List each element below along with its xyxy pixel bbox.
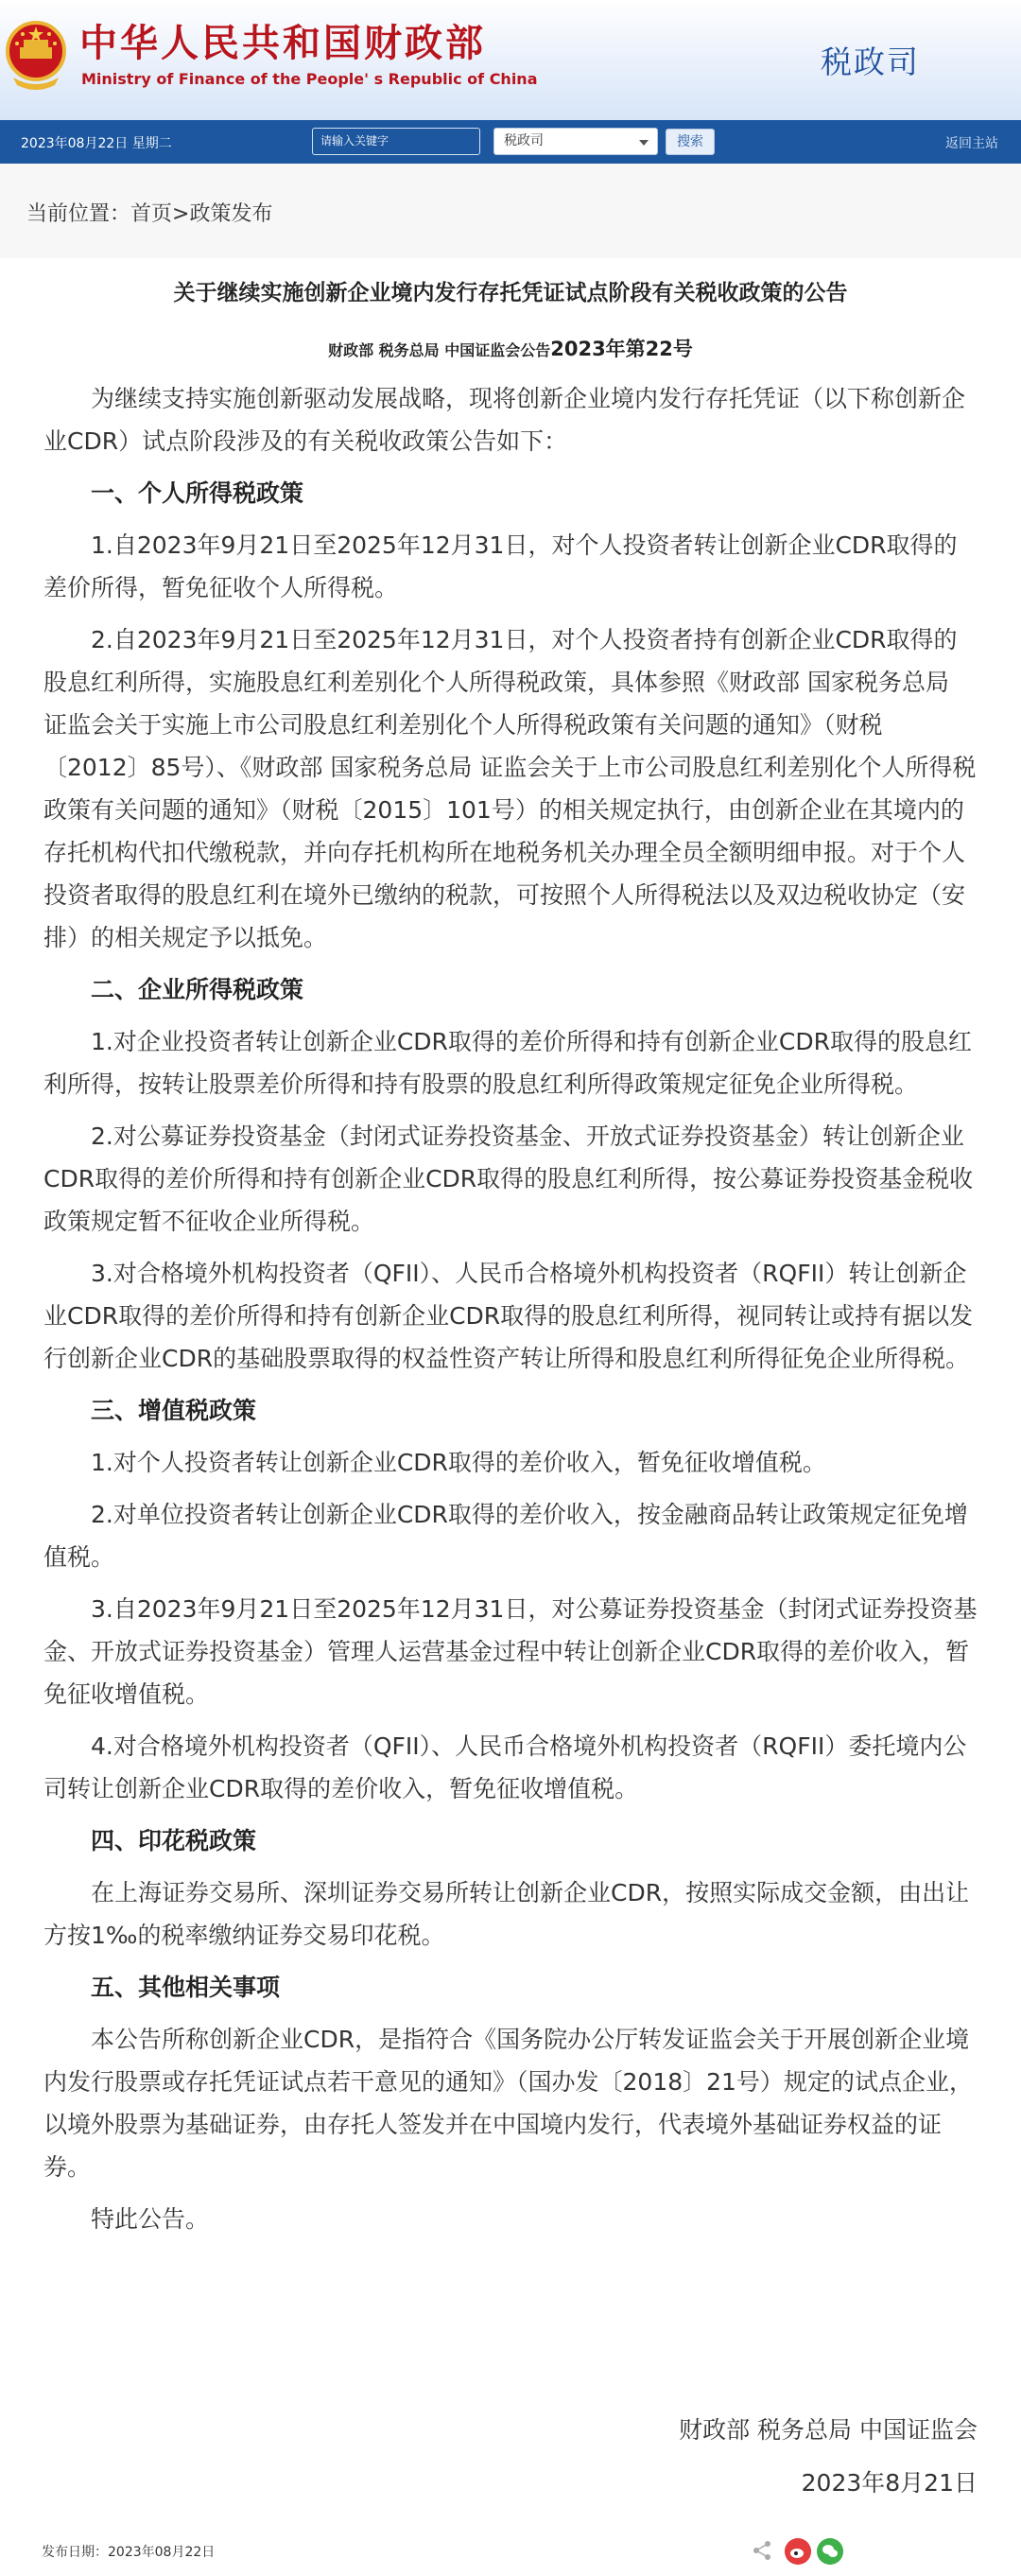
article-paragraph: 3.自2023年9月21日至2025年12月31日，对公募证券投资基金（封闭式证券投资基金、开放式证券投资基金）管理人运营基金过程中转让创新企业CDR取得的差价收入，暂免征收增值税。 [43, 1595, 978, 1708]
article-paragraph: 2.对公募证券投资基金（封闭式证券投资基金、开放式证券投资基金）转让创新企业CDR取得的差价所得和持有创新企业CDR取得的股息红利所得，按公募证券投资基金税收政策规定暂不征收企业所得税。 [43, 1123, 974, 1235]
return-home-link[interactable]: 返回主站 [945, 136, 998, 151]
section-heading: 一、个人所得税政策 [91, 479, 304, 507]
national-emblem-icon[interactable] [4, 19, 68, 91]
section-heading: 三、增值税政策 [91, 1397, 257, 1424]
nav-bar [0, 120, 1021, 164]
department-select-value: 税政司 [504, 133, 544, 148]
article-paragraph: 本公告所称创新企业CDR，是指符合《国务院办公厅转发证监会关于开展创新企业境内发行股票或存托凭证试点若干意见的通知》（国办发〔2018〕21号）规定的试点企业，以境外股票为基础证券，由存托人签发并在中国境内发行，代表境外基础证券权益的证券。 [43, 2026, 973, 2181]
breadcrumb-label: 当前位置： [26, 202, 131, 226]
weibo-icon[interactable] [785, 2538, 811, 2565]
site-header [0, 0, 1021, 120]
document-number [0, 334, 1021, 362]
breadcrumb-section-link[interactable]: 政策发布 [189, 202, 273, 226]
department-name: 税政司 [821, 44, 920, 80]
document-number-prefix: 财政部 税务总局 中国证监会公告 [328, 341, 551, 359]
breadcrumb-bar [0, 164, 1021, 258]
article-paragraph: 1.自2023年9月21日至2025年12月31日，对个人投资者转让创新企业CDR取得的差价所得，暂免征收个人所得税。 [43, 531, 958, 601]
wechat-icon[interactable] [817, 2538, 843, 2565]
section-heading: 五、其他相关事项 [91, 1974, 281, 2001]
article-title: 关于继续实施创新企业境内发行存托凭证试点阶段有关税收政策的公告 [173, 281, 848, 305]
section-heading: 二、企业所得税政策 [91, 976, 304, 1003]
signature-date: 2023年8月21日 [801, 2469, 978, 2497]
ministry-name-cn[interactable]: 中华人民共和国财政部 [79, 22, 486, 65]
article-paragraph: 3.对合格境外机构投资者（QFII）、人民币合格境外机构投资者（RQFII）转让创新企业CDR取得的差价所得和持有创新企业CDR取得的股息红利所得，视同转让或持有据以发行创新企业CDR的基础股票取得的权益性资产转让所得和股息红利所得征免企业所得税。 [43, 1260, 974, 1372]
article-body [43, 377, 978, 2250]
chevron-down-icon [639, 140, 649, 146]
article-paragraph: 1.对企业投资者转让创新企业CDR取得的差价所得和持有创新企业CDR取得的股息红利所得，按转让股票差价所得和持有股票的股息红利所得政策规定征免企业所得税。 [43, 1028, 973, 1098]
article-paragraph: 特此公告。 [91, 2205, 210, 2233]
article-paragraph: 1.对个人投资者转让创新企业CDR取得的差价收入，暂免征收增值税。 [91, 1449, 826, 1476]
search-input[interactable]: 请输入关键字 [312, 128, 480, 155]
article-paragraph: 2.对单位投资者转让创新企业CDR取得的差价收入，按金融商品转让政策规定征免增值税。 [43, 1501, 968, 1571]
breadcrumb [26, 198, 272, 227]
breadcrumb-home-link[interactable]: 首页 [130, 202, 173, 226]
article-paragraph: 2.自2023年9月21日至2025年12月31日，对个人投资者持有创新企业CDR取得的股息红利所得，实施股息红利差别化个人所得税政策，具体参照《财政部 国家税务总局 证监会关于实施上市公司股息红利差别化个人所得税政策有关问题的通知》（财税〔2012〕85号）、《财政部 国家税务总局 证监会关于上市公司股息红利差别化个人所得税政策有关问题的通知》（财税〔2015〕101号）的相关规定执行，由创新企业在其境内的存托机构代扣代缴税款，并向存托机构所在地税务机关办理全员全额明细申报。对于个人投资者取得的股息红利在境外已缴纳的税款，可按照个人所得税法以及双边税收协定（安排）的相关规定予以抵免。 [43, 626, 977, 951]
article-paragraph: 在上海证券交易所、深圳证券交易所转让创新企业CDR，按照实际成交金额，由出让方按1‰的税率缴纳证券交易印花税。 [43, 1879, 970, 1949]
breadcrumb-separator: > [172, 202, 190, 226]
publish-date: 发布日期：2023年08月22日 [42, 2545, 216, 2560]
article-paragraph: 为继续支持实施创新驱动发展战略，现将创新企业境内发行存托凭证（以下称创新企业CDR）试点阶段涉及的有关税收政策公告如下： [43, 385, 966, 455]
current-date: 2023年08月22日 星期二 [21, 136, 172, 151]
ministry-name-en: Ministry of Finance of the People' s Republic of China [81, 70, 538, 88]
article-paragraph: 4.对合格境外机构投资者（QFII）、人民币合格境外机构投资者（RQFII）委托境内公司转让创新企业CDR取得的差价收入，暂免征收增值税。 [43, 1732, 967, 1802]
signatories: 财政部 税务总局 中国证监会 [679, 2416, 978, 2444]
document-number-value: 2023年第22号 [550, 338, 693, 360]
department-select[interactable] [493, 128, 658, 155]
section-heading: 四、印花税政策 [91, 1827, 257, 1854]
share-icon[interactable] [752, 2540, 772, 2561]
search-button[interactable]: 搜索 [666, 129, 715, 155]
